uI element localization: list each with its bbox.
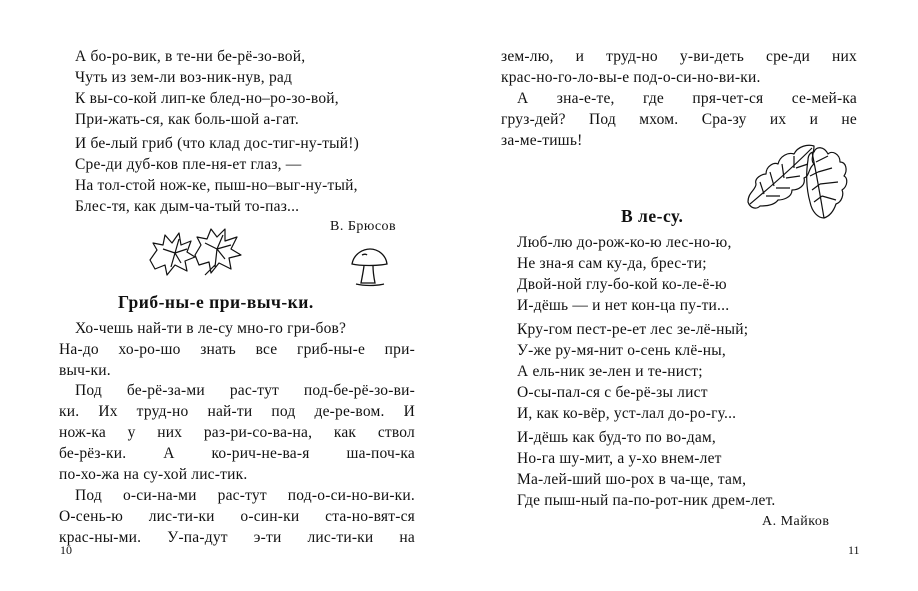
story-line: зем-лю, и труд-но у-ви-деть сре-ди них [501, 48, 857, 65]
poem-line: У-же ру-мя-нит о-сень клё-ны, [517, 342, 726, 359]
story-line: Под о-си-на-ми рас-тут под-о-си-но-ви-ки. [75, 487, 415, 504]
poem-line: И бе-лый гриб (что клад дос-тиг-ну-тый!) [75, 135, 359, 152]
poem-line: А ель-ник зе-лен и те-нист; [517, 363, 703, 380]
story-line: по-хо-жа на су-хой лис-тик. [59, 466, 248, 483]
maple-leaves-icon [145, 225, 245, 280]
poem-line: Блес-тя, как дым-ча-тый то-паз... [75, 198, 300, 215]
story-line: бе-рёз-ки. А ко-рич-не-ва-я ша-поч-ка [59, 445, 415, 462]
poem-line: Сре-ди дуб-ков пле-ня-ет глаз, — [75, 156, 302, 173]
story-line: О-сень-ю лис-ти-ки о-син-ки ста-но-вят-ся [59, 508, 415, 525]
poem-line: А бо-ро-вик, в те-ни бе-рё-зо-вой, [75, 48, 306, 65]
poem-line: И, как ко-вёр, уст-лал до-ро-гу... [517, 405, 737, 422]
poem-line: К вы-со-кой лип-ке блед-но–ро-зо-вой, [75, 90, 339, 107]
story-line: крас-но-го-ло-вы-е под-о-си-но-ви-ки. [501, 69, 761, 86]
story-line: нож-ка у них раз-ри-со-ва-на, как ствол [59, 424, 415, 441]
story-line: за-ме-тишь! [501, 132, 583, 149]
poem-author: В. Брюсов [330, 219, 397, 234]
poem-line: На тол-стой нож-ке, пыш-но–выг-ну-тый, [75, 177, 358, 194]
right-page [459, 0, 918, 591]
poem-line: И-дёшь как буд-то по во-дам, [517, 429, 716, 446]
mushroom-icon [348, 247, 390, 287]
poem-line: И-дёшь — и нет кон-ца пу-ти... [517, 297, 730, 314]
story-line: выч-ки. [59, 362, 111, 379]
poem-line: Не зна-я сам ку-да, брес-ти; [517, 255, 707, 272]
poem-line: Чуть из зем-ли воз-ник-нув, рад [75, 69, 293, 86]
poem-line: О-сы-пал-ся с бе-рё-зы лист [517, 384, 708, 401]
story-line: А зна-е-те, где пря-чет-ся се-мей-ка [517, 90, 857, 107]
poem-line: Люб-лю до-рож-ко-ю лес-но-ю, [517, 234, 732, 251]
page-number: 10 [60, 543, 72, 557]
story-line: Под бе-рё-за-ми рас-тут под-бе-рё-зо-ви- [75, 382, 415, 399]
poem-title: В ле-су. [621, 206, 684, 226]
story-title: Гриб-ны-е при-выч-ки. [118, 292, 314, 312]
poem-line: Кру-гом пест-ре-ет лес зе-лё-ный; [517, 321, 749, 338]
story-line: На-до хо-ро-шо знать все гриб-ны-е при- [59, 341, 415, 358]
story-line: ки. Их труд-но най-ти под де-ре-вом. И [59, 403, 415, 420]
oak-leaves-icon [744, 132, 864, 222]
poem-line: Но-га шу-мит, а у-хо внем-лет [517, 450, 722, 467]
poem-line: При-жать-ся, как боль-шой а-гат. [75, 111, 299, 128]
page-number: 11 [848, 543, 860, 557]
story-line: Хо-чешь най-ти в ле-су мно-го гри-бов? [75, 320, 347, 337]
story-line: крас-ны-ми. У-па-дут э-ти лис-ти-ки на [59, 529, 415, 546]
poem-author: А. Майков [762, 514, 830, 529]
poem-line: Где пыш-ный па-по-рот-ник дрем-лет. [517, 492, 776, 509]
poem-line: Двой-ной глу-бо-кой ко-ле-ё-ю [517, 276, 727, 293]
story-line: груз-дей? Под мхом. Сра-зу их и не [501, 111, 857, 128]
poem-line: Ма-лей-ший шо-рох в ча-ще, там, [517, 471, 747, 488]
